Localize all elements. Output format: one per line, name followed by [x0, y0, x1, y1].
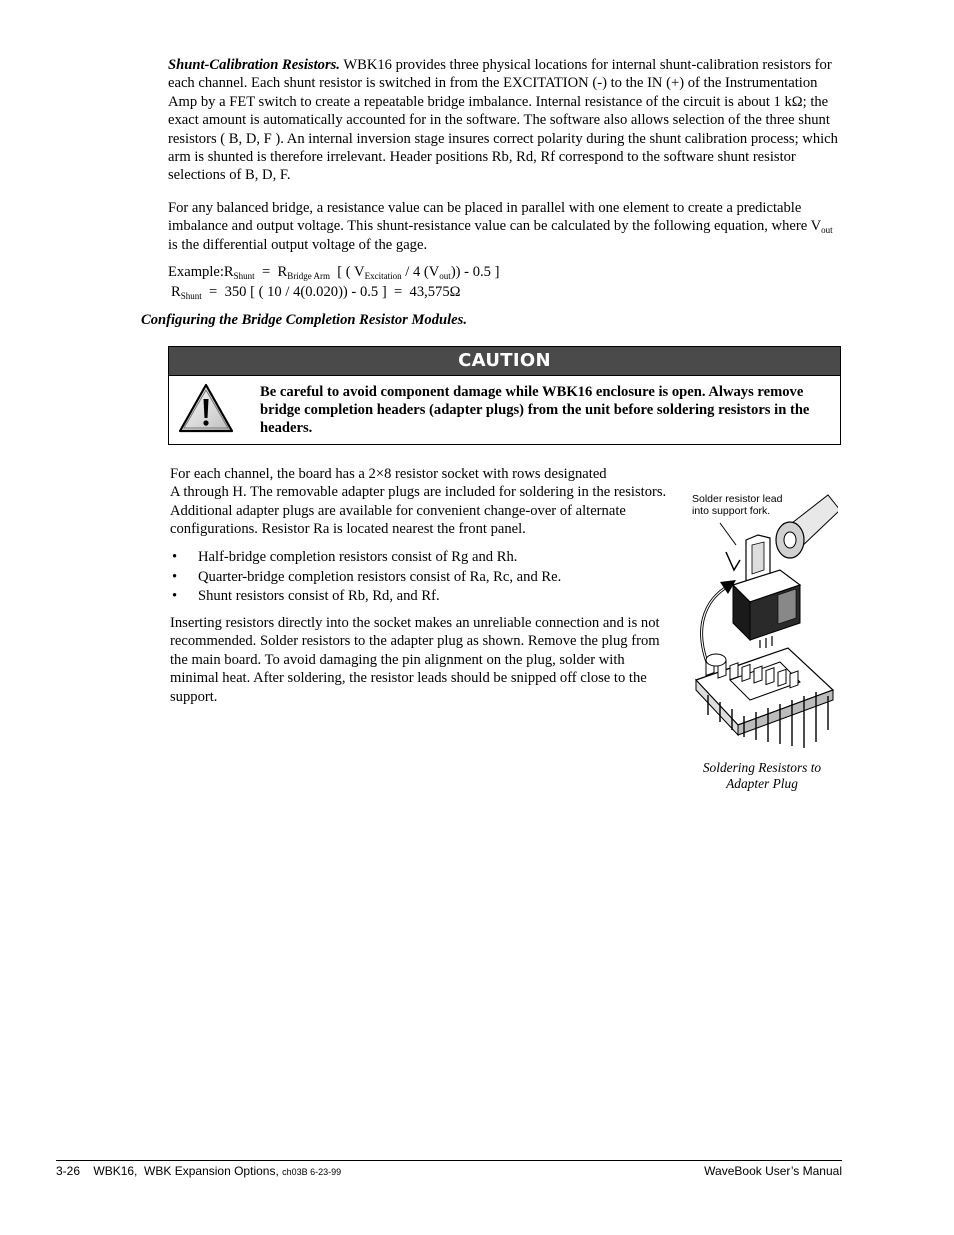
caution-title: CAUTION [169, 347, 840, 376]
bullet-list [170, 548, 670, 607]
eq1-sub-excitation: Excitation [364, 271, 402, 281]
eq1-sub-out: out [439, 271, 451, 281]
bullet-icon: • [172, 588, 178, 604]
shunt-calibration-paragraph [168, 56, 842, 185]
footer-chapter: WBK16, WBK Expansion Options, [93, 1164, 279, 1178]
socket-paragraph [170, 465, 670, 539]
shunt-calibration-body: WBK16 provides three physical locations for internal shunt-calibration resistors for each channel. Each shunt resistor is switched in from the EXCITATION (-) to the IN (+) of the Instrumentation Amp by a FET switch to create a repeatable bridge imbalance. Internal resistance of the circuit is about 1 kΩ; the exact amount is automatically accounted for in the software. The software also allows selection of the three shunt resistors ( B, D, F ). An internal inversion stage insures correct polarity during the shunt calibration process; which arm is shunted is therefore irrelevant. Header positions Rb, Rd, Rf correspond to the software shunt resistor selections of B, D, F. [168, 57, 838, 184]
eq1-mid3: / 4 (V [401, 264, 440, 280]
configuring-heading: Configuring the Bridge Completion Resistor Modules. [141, 312, 467, 328]
footer-right: WaveBook User’s Manual [704, 1164, 842, 1178]
plug-body [733, 570, 800, 640]
inserting-paragraph: Inserting resistors directly into the socket makes an unreliable connection and is not recommended. Solder resistors to the adapter plug as shown. Remove the plug from the main board. To avoid damaging the pin alignment on the plug, solder with minimal heat. After soldering, the resistor leads should be snipped off close to the support. [170, 615, 660, 705]
balanced-text-1: For any balanced bridge, a resistance value can be placed in parallel with one element to create a predictable imbalance and output voltage. This shunt-resistance value can be calculated by the following equation, where V [168, 200, 822, 235]
figure-caption-line-1: Soldering Resistors to [702, 760, 822, 775]
bullet-icon: • [172, 549, 178, 565]
list-item [170, 587, 670, 607]
balanced-bridge-paragraph [168, 199, 842, 254]
eq1-sub-bridge-arm: Bridge Arm [287, 271, 330, 281]
footer-left [56, 1164, 341, 1178]
adapter-plug-illustration [688, 490, 838, 755]
balanced-text-2: is the differential output voltage of the gage. [168, 236, 428, 253]
eq1-end: )) - 0.5 ] [450, 264, 500, 280]
bullet-text: Half-bridge completion resistors consist of Rg and Rh. [198, 549, 518, 565]
equation-line-1 [168, 263, 499, 281]
eq1-prefix: Example:R [168, 264, 234, 280]
figure-label-line-2: into support fork. [692, 505, 771, 517]
eq1-sub-shunt: Shunt [233, 271, 255, 281]
eq2-rest: = 350 [ ( 10 / 4(0.020)) - 0.5 ] = 43,575Ω [201, 284, 461, 300]
list-item [170, 568, 670, 588]
figure-caption [686, 760, 838, 792]
bullet-text: Quarter-bridge completion resistors consist of Ra, Rc, and Re. [198, 568, 562, 585]
shunt-calibration-heading: Shunt-Calibration Resistors. [168, 57, 340, 73]
figure-label-line-1: Solder resistor lead [692, 493, 783, 505]
eq2-prefix: R [171, 284, 181, 300]
footer-page-number: 3-26 [56, 1164, 81, 1178]
figure-caption-line-2: Adapter Plug [726, 776, 798, 791]
footer-code: ch03B 6-23-99 [282, 1167, 342, 1177]
caution-box [168, 346, 841, 445]
warning-triangle-icon [177, 382, 235, 434]
vout-subscript: out [821, 225, 833, 236]
socket-rest: A through H. The removable adapter plugs are included for soldering in the resistors. Additional adapter plugs are available for convenient change-over of alternate configurations. Resistor Ra is located nearest the front panel. [170, 484, 667, 538]
footer-rule [56, 1160, 842, 1161]
bullet-text: Shunt resistors consist of Rb, Rd, and Rf. [198, 588, 440, 604]
eq1-mid: = R [254, 264, 288, 280]
socket-line-1: For each channel, the board has a 2×8 resistor socket with rows designated [170, 466, 607, 482]
equation-line-2 [171, 283, 461, 301]
resistor-body [776, 495, 838, 558]
eq1-mid2: [ ( V [330, 264, 365, 280]
bullet-icon: • [172, 568, 178, 585]
eq2-sub-shunt: Shunt [180, 291, 202, 301]
caution-text: Be careful to avoid component damage while WBK16 enclosure is open. Always remove bridge completion headers (adapter plugs) from the unit before soldering resistors in the headers. [260, 384, 810, 437]
list-item [170, 548, 670, 568]
